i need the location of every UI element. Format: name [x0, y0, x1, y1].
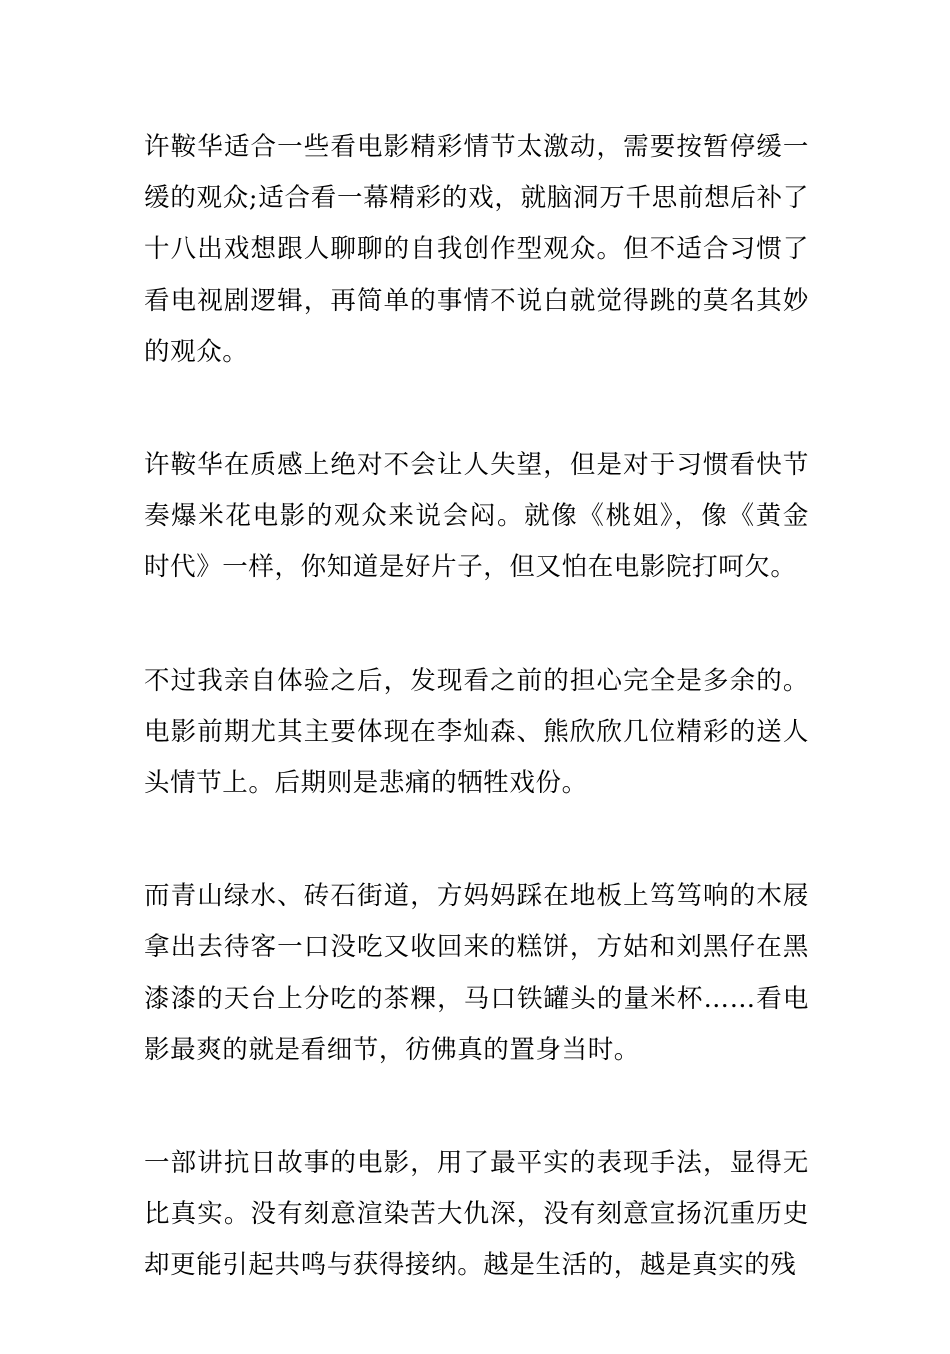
paragraph-5: 一部讲抗日故事的电影，用了最平实的表现手法，显得无比真实。没有刻意渲染苦大仇深，没有刻意宣扬沉重历史却更能引起共鸣与获得接纳。越是生活的，越是真实的残: [144, 1148, 809, 1281]
document-body: [144, 122, 809, 1354]
paragraph-2: 许鞍华在质感上绝对不会让人失望，但是对于习惯看快节奏爆米花电影的观众来说会闷。就像《桃姐》，像《黄金时代》一样，你知道是好片子，但又怕在电影院打呵欠。: [144, 450, 809, 583]
paragraph-1: 许鞍华适合一些看电影精彩情节太激动，需要按暂停缓一缓的观众;适合看一幕精彩的戏，就脑洞万千思前想后补了十八出戏想跟人聊聊的自我创作型观众。但不适合习惯了看电视剧逻辑，再简单的事情不说白就觉得跳的莫名其妙的观众。: [144, 132, 809, 367]
paragraph-4: 而青山绿水、砖石街道，方妈妈踩在地板上笃笃响的木屐拿出去待客一口没吃又收回来的糕饼，方姑和刘黑仔在黑漆漆的天台上分吃的茶粿，马口铁罐头的量米杯……看电影最爽的就是看细节，彷佛真的置身当时。: [144, 881, 809, 1065]
paragraph-3: 不过我亲自体验之后，发现看之前的担心完全是多余的。电影前期尤其主要体现在李灿森、熊欣欣几位精彩的送人头情节上。后期则是悲痛的牺牲戏份。: [144, 665, 809, 799]
